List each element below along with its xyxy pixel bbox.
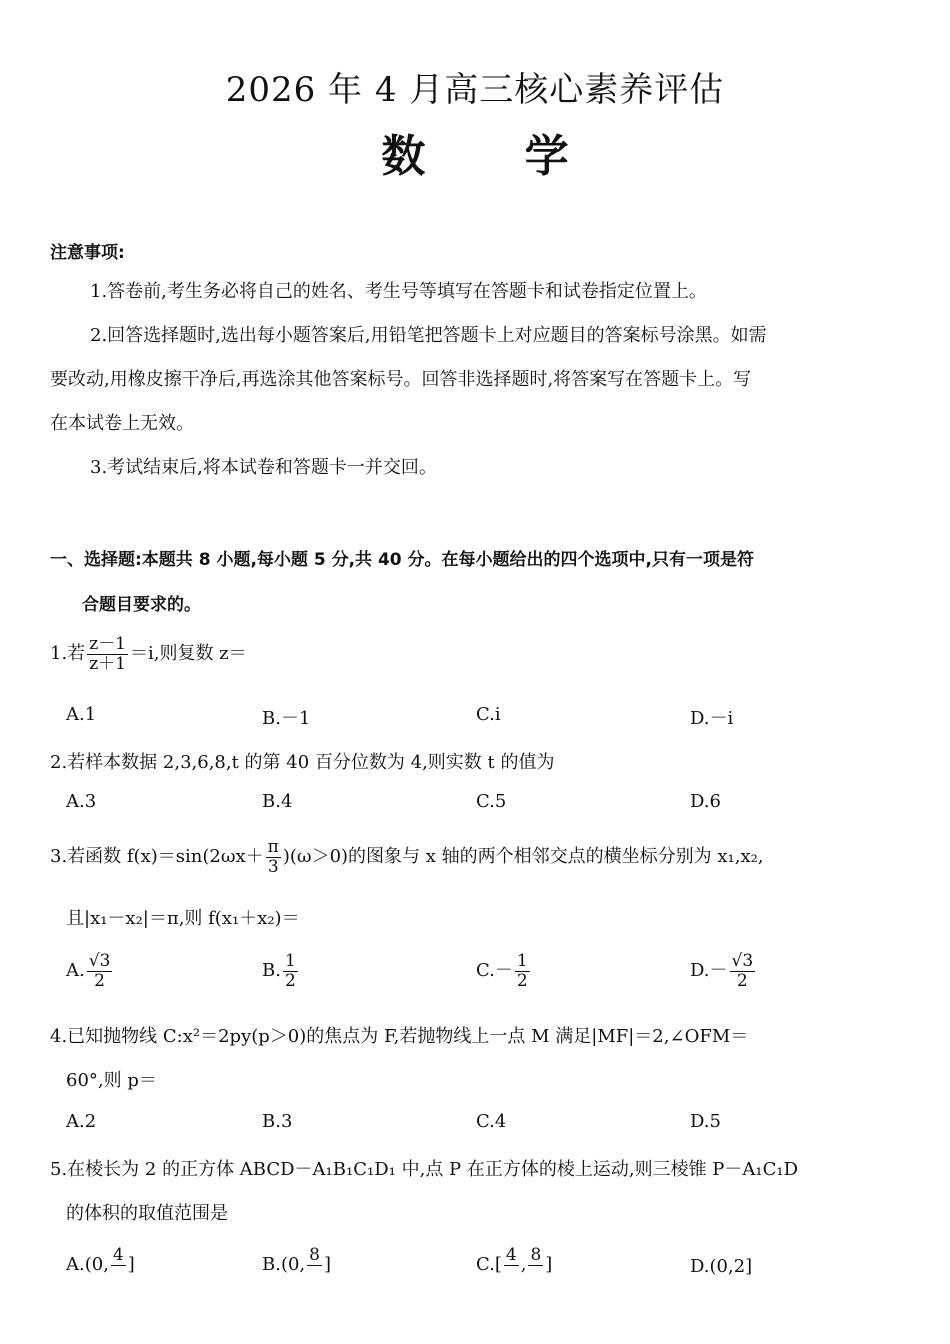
- q3-option-c-label: C.－: [476, 960, 513, 982]
- q5-option-c-fraction-2: [528, 1246, 543, 1284]
- notice-item-3: 3.考试结束后,将本试卷和答题卡一并交回。: [90, 457, 437, 478]
- q5-option-d: D.(0,2]: [690, 1256, 753, 1277]
- q5-option-c-fraction-1: [504, 1246, 519, 1284]
- q1-numerator: z－1: [89, 634, 126, 654]
- q3-option-c-numerator: 1: [516, 951, 528, 971]
- q5-option-a-fraction: [111, 1246, 126, 1284]
- q2-option-d: D.6: [690, 791, 721, 812]
- q3-option-b: [262, 952, 300, 990]
- q1-option-a: A.1: [66, 704, 97, 725]
- q4-option-b: B.3: [262, 1111, 293, 1132]
- q1-option-b: B.－1: [262, 708, 311, 729]
- notice-item-1: 1.答卷前,考生务必将自己的姓名、考生号等填写在答题卡和试卷指定位置上。: [90, 281, 707, 302]
- q5-option-a: [66, 1246, 135, 1284]
- q4-option-c: C.4: [476, 1111, 507, 1132]
- notice-item-2-line-3: 在本试卷上无效。: [50, 413, 194, 434]
- q5-option-c-denominator-1: [504, 1266, 519, 1285]
- q3-option-a-fraction: [87, 952, 113, 990]
- q5-option-a-pre: A.(0,: [66, 1254, 109, 1276]
- q5-option-a-denominator: [111, 1266, 126, 1285]
- q1-fraction: [87, 635, 128, 673]
- q3-option-d-denominator: 2: [736, 970, 748, 991]
- q3-suffix: )(ω＞0)的图象与 x 轴的两个相邻交点的横坐标分别为 x₁,x₂,: [282, 846, 764, 868]
- notice-item-2-line-1: 2.回答选择题时,选出每小题答案后,用铅笔把答题卡上对应题目的答案标号涂黑。如需: [90, 325, 767, 346]
- q1-denominator: z＋1: [89, 653, 126, 674]
- q3-prefix: 3.若函数 f(x)＝sin(2ωx＋: [50, 846, 264, 868]
- question-5-line-1: 5.在棱长为 2 的正方体 ABCD－A₁B₁C₁D₁ 中,点 P 在正方体的棱上运动,则三棱锥 P－A₁C₁D: [50, 1159, 799, 1180]
- q5-option-c-denominator-2: [528, 1266, 543, 1285]
- q5-option-c-pre: C.[: [476, 1254, 502, 1276]
- exam-title: 2026 年 4 月高三核心素养评估: [225, 70, 725, 110]
- q3-option-a-numerator: √3: [88, 951, 111, 971]
- question-5-line-2: 的体积的取值范围是: [66, 1203, 228, 1224]
- q3-pi-denominator: 3: [267, 856, 279, 877]
- q4-option-d: D.5: [690, 1111, 721, 1132]
- q3-pi-fraction: [266, 838, 281, 876]
- q2-option-a: A.3: [66, 791, 97, 812]
- section-heading-line-2: 合题目要求的。: [82, 595, 201, 615]
- q3-option-b-denominator: 2: [284, 970, 296, 991]
- q5-option-b-numerator: 8: [309, 1245, 320, 1265]
- question-1: [50, 635, 247, 673]
- q1-prefix: 1.若: [50, 643, 86, 665]
- question-4-line-1: 4.已知抛物线 C:x²＝2py(p＞0)的焦点为 F,若抛物线上一点 M 满足|MF|＝2,∠OFM＝: [50, 1026, 749, 1047]
- q3-option-d-fraction: [730, 952, 756, 990]
- q3-option-a-label: A.: [66, 960, 85, 982]
- q5-option-c-mid: ,: [520, 1254, 527, 1276]
- q5-option-c-numerator-2: 8: [530, 1245, 542, 1265]
- question-4-line-2: 60°,则 p＝: [66, 1070, 157, 1091]
- section-heading-line-1: 一、选择题:本题共 8 小题,每小题 5 分,共 40 分。在每小题给出的四个选项中,只有一项是符: [50, 550, 754, 570]
- q3-pi-numerator: π: [267, 837, 279, 857]
- q3-option-d: [690, 952, 757, 990]
- q3-option-b-label: B.: [262, 960, 281, 982]
- q3-option-d-label: D.－: [690, 960, 728, 982]
- q3-option-b-fraction: [283, 952, 298, 990]
- q5-option-c-post: ]: [545, 1254, 553, 1276]
- q5-option-c-numerator-1: 4: [505, 1245, 517, 1265]
- question-2: 2.若样本数据 2,3,6,8,t 的第 40 百分位数为 4,则实数 t 的值为: [50, 752, 555, 773]
- q2-option-b: B.4: [262, 791, 293, 812]
- q5-option-b-pre: B.(0,: [262, 1254, 306, 1276]
- q3-option-c-denominator: 2: [516, 970, 528, 991]
- q3-option-b-numerator: 1: [284, 951, 296, 971]
- question-3-line-2: 且|x₁－x₂|＝π,则 f(x₁＋x₂)＝: [66, 908, 300, 929]
- subject-title: 数 学: [381, 131, 611, 182]
- q4-option-a: A.2: [66, 1111, 97, 1132]
- q2-option-c: C.5: [476, 791, 507, 812]
- q5-option-b-post: ]: [323, 1254, 332, 1276]
- q5-option-b-fraction: [307, 1246, 322, 1284]
- q5-option-a-numerator: 4: [112, 1245, 124, 1265]
- q1-option-c: C.i: [476, 704, 501, 725]
- notice-item-2-line-2: 要改动,用橡皮擦干净后,再选涂其他答案标号。回答非选择题时,将答案写在答题卡上。写: [50, 369, 752, 390]
- q3-option-c-fraction: [515, 952, 530, 990]
- q5-option-b: [262, 1246, 331, 1284]
- q5-option-c: [476, 1246, 552, 1284]
- q5-option-b-denominator: [307, 1266, 322, 1285]
- notice-heading: 注意事项:: [50, 243, 125, 263]
- q5-option-a-post: ]: [127, 1254, 135, 1276]
- q3-option-a: [66, 952, 114, 990]
- q1-suffix: ＝i,则复数 z＝: [129, 643, 247, 665]
- q3-option-d-numerator: √3: [731, 951, 754, 971]
- q1-option-d: D.－i: [690, 708, 734, 729]
- q3-option-a-denominator: 2: [94, 970, 105, 991]
- question-3-line-1: [50, 838, 764, 876]
- q3-option-c: [476, 952, 532, 990]
